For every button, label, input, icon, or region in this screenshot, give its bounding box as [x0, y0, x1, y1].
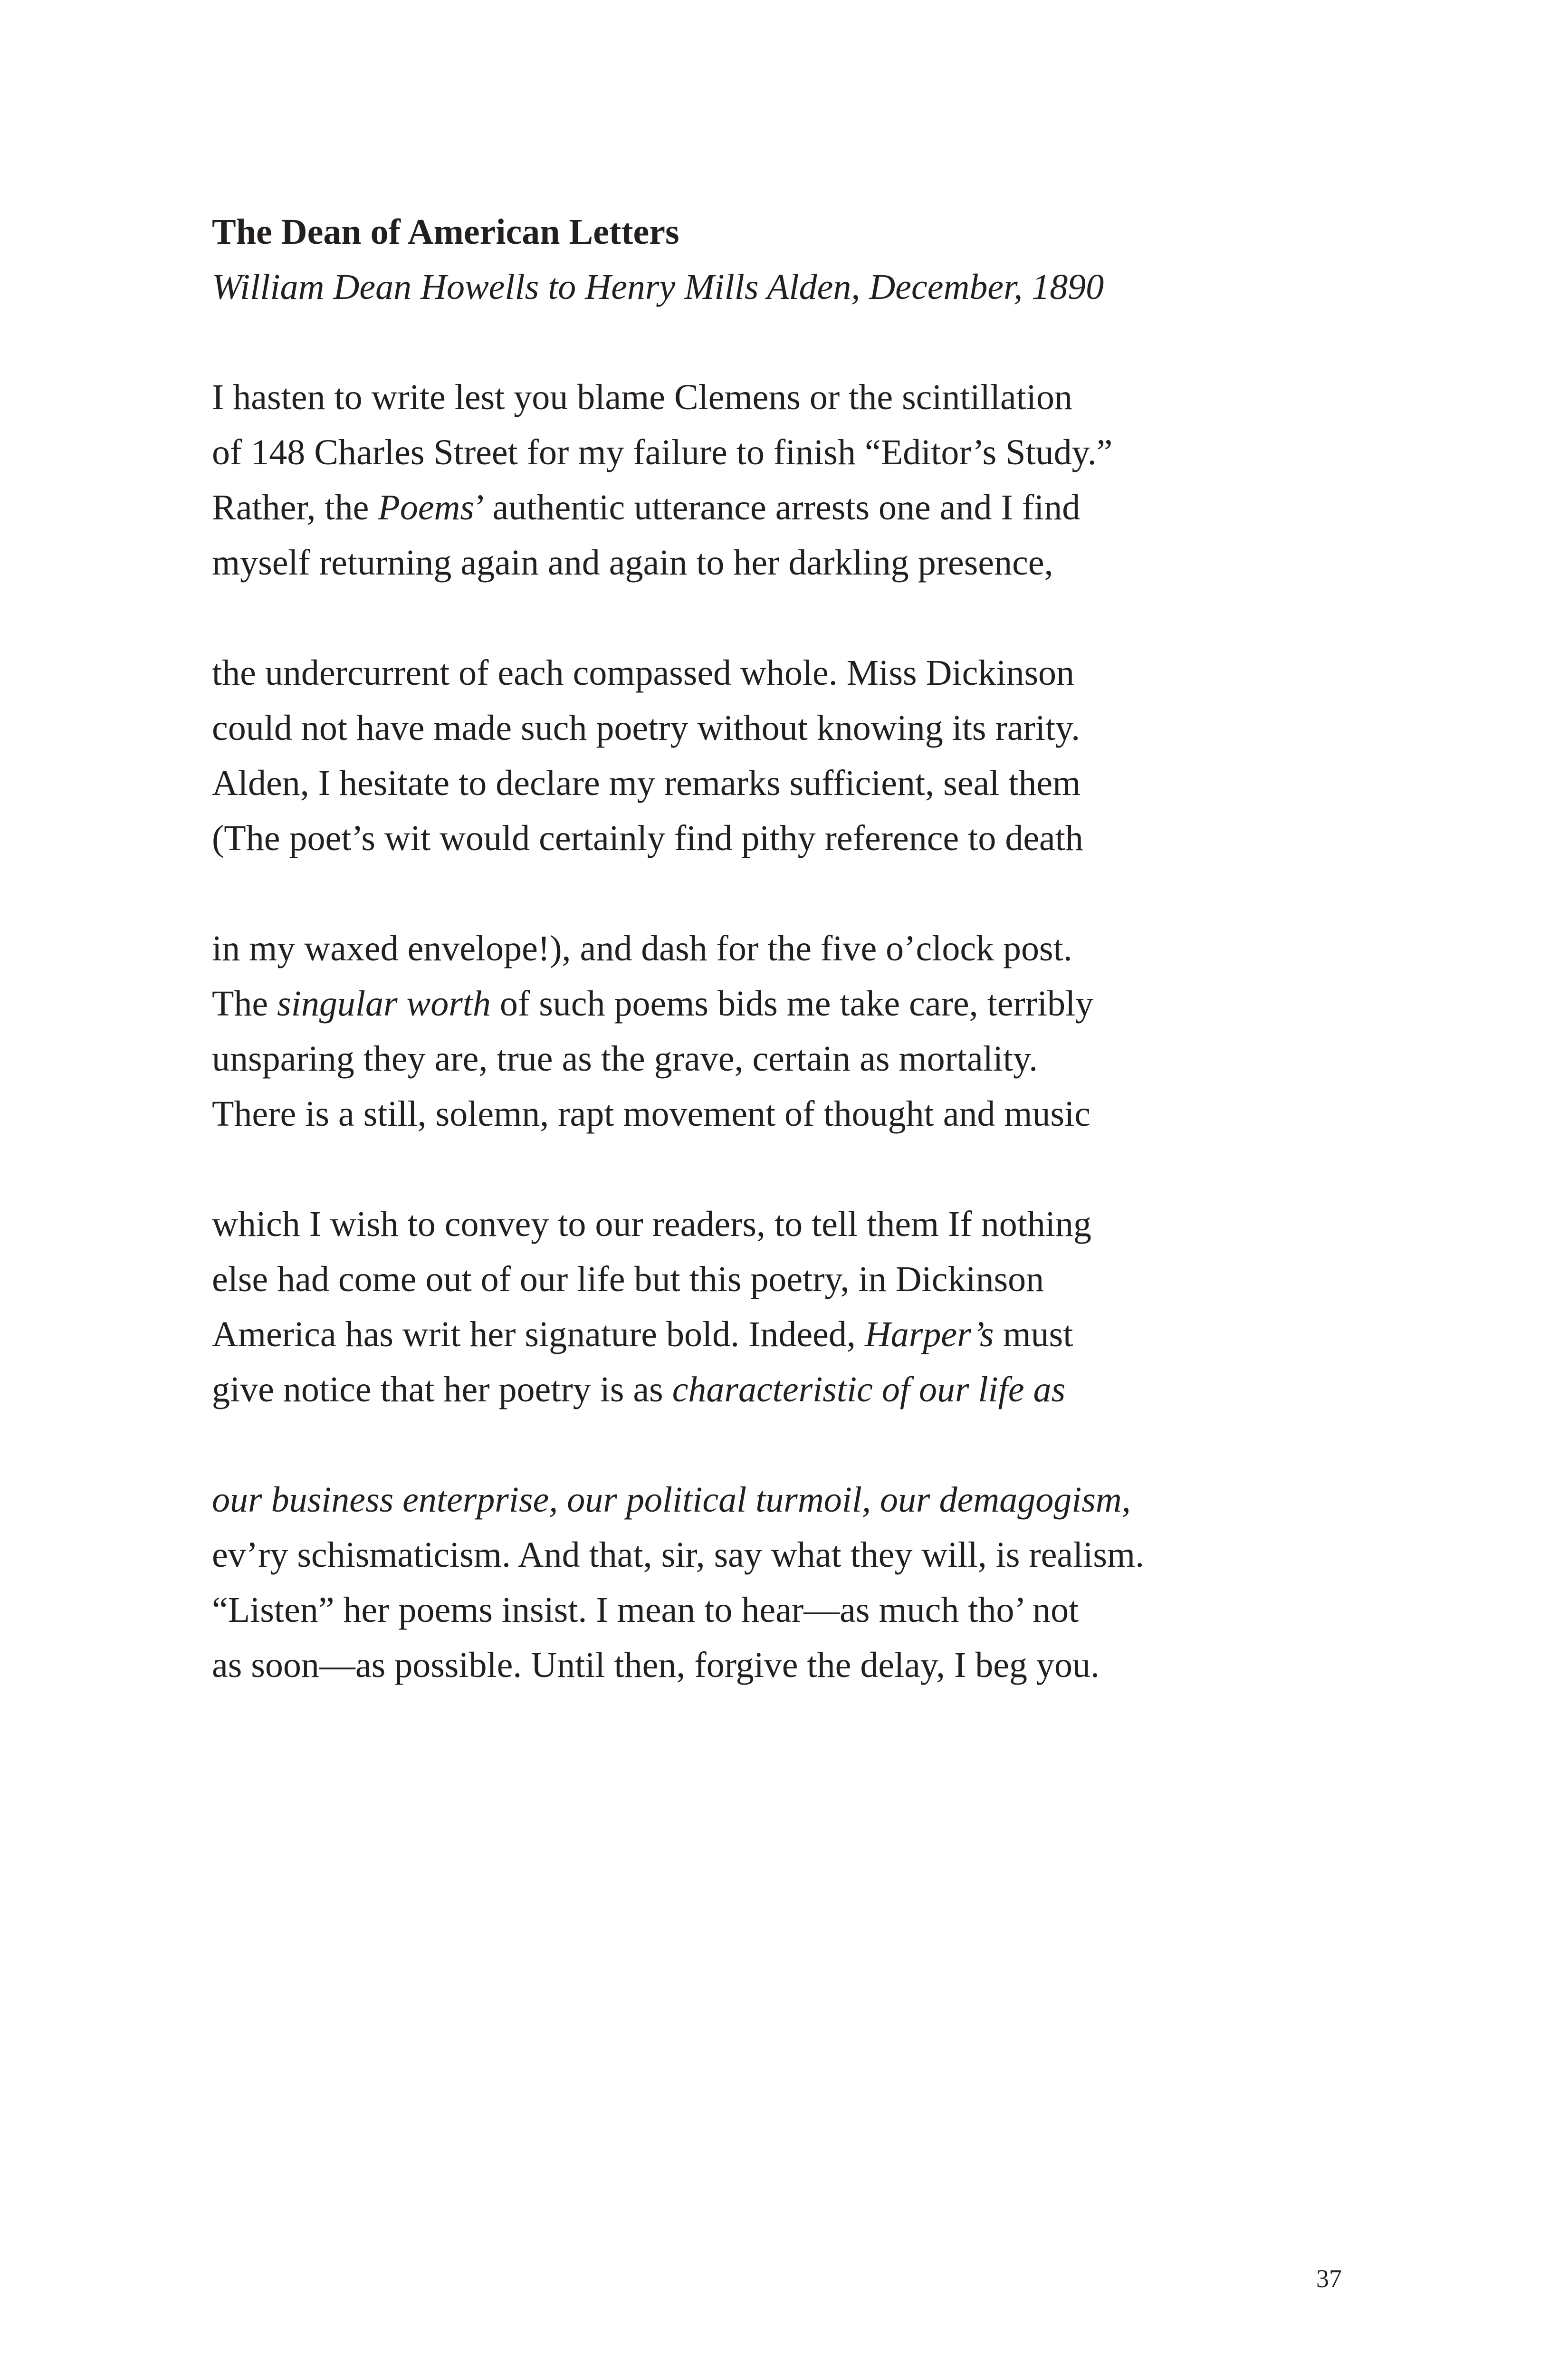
text-segment: unsparing they are, true as the grave, certain as mortality.: [212, 1039, 1038, 1079]
stanza: [212, 921, 1305, 1141]
italic-text: our business enterprise, our political turmoil, our demagogism,: [212, 1480, 1131, 1520]
poem-line: [212, 1362, 1305, 1417]
text-segment: in my waxed envelope!), and dash for the five o’clock post.: [212, 929, 1072, 968]
text-segment: else had come out of our life but this poetry, in Dickinson: [212, 1259, 1044, 1299]
text-segment: of such poems bids me take care, terribly: [490, 984, 1094, 1024]
text-segment: ’ authentic utterance arrests one and I find: [474, 488, 1080, 527]
poem-line: [212, 535, 1305, 590]
italic-text: singular worth: [277, 984, 491, 1024]
poem-line: [212, 811, 1305, 866]
italic-text: Harper’s: [864, 1314, 994, 1354]
text-segment: the undercurrent of each compassed whole. Miss Dickinson: [212, 653, 1075, 693]
poem-line: [212, 645, 1305, 700]
text-segment: must: [994, 1314, 1073, 1354]
text-segment: of 148 Charles Street for my failure to finish “Editor’s Study.”: [212, 432, 1113, 472]
text-segment: I hasten to write lest you blame Clemens or the scintillation: [212, 377, 1072, 417]
text-segment: which I wish to convey to our readers, to tell them If nothing: [212, 1204, 1092, 1244]
text-segment: The: [212, 984, 277, 1024]
italic-text: Poems: [378, 488, 475, 527]
poem-line: [212, 1031, 1305, 1086]
poem-body: [212, 370, 1305, 1693]
stanza: [212, 645, 1305, 866]
poem: [212, 204, 1305, 1748]
page-number: 37: [1316, 2264, 1342, 2293]
text-segment: “Listen” her poems insist. I mean to hear—as much tho’ not: [212, 1590, 1079, 1630]
text-segment: could not have made such poetry without knowing its rarity.: [212, 708, 1080, 748]
poem-title: The Dean of American Letters: [212, 212, 679, 252]
stanza: [212, 370, 1305, 590]
poem-line: [212, 700, 1305, 756]
text-segment: America has writ her signature bold. Indeed,: [212, 1314, 865, 1354]
poem-line: [212, 1252, 1305, 1307]
poem-line: [212, 756, 1305, 811]
stanza: [212, 1472, 1305, 1693]
poem-line: [212, 1086, 1305, 1141]
text-segment: as soon—as possible. Until then, forgive the delay, I beg you.: [212, 1645, 1100, 1685]
text-segment: myself returning again and again to her darkling presence,: [212, 543, 1053, 583]
poem-line: [212, 370, 1305, 425]
poem-line: [212, 1582, 1305, 1638]
text-segment: Alden, I hesitate to declare my remarks sufficient, seal them: [212, 763, 1081, 803]
poem-line: [212, 976, 1305, 1031]
poem-line: [212, 480, 1305, 535]
poem-subtitle: William Dean Howells to Henry Mills Alden, December, 1890: [212, 267, 1104, 307]
poem-line: [212, 1197, 1305, 1252]
text-segment: (The poet’s wit would certainly find pithy reference to death: [212, 818, 1083, 858]
text-segment: give notice that her poetry is as: [212, 1370, 672, 1409]
text-segment: ev’ry schismaticism. And that, sir, say what they will, is realism.: [212, 1535, 1145, 1575]
stanza: [212, 1197, 1305, 1417]
poem-line: [212, 1638, 1305, 1693]
poem-line: [212, 1307, 1305, 1362]
text-segment: Rather, the: [212, 488, 378, 527]
poem-line: [212, 1527, 1305, 1582]
italic-text: characteristic of our life as: [672, 1370, 1066, 1409]
poem-line: [212, 1472, 1305, 1527]
poem-line: [212, 425, 1305, 480]
poem-line: [212, 921, 1305, 976]
text-segment: There is a still, solemn, rapt movement of thought and music: [212, 1094, 1090, 1134]
